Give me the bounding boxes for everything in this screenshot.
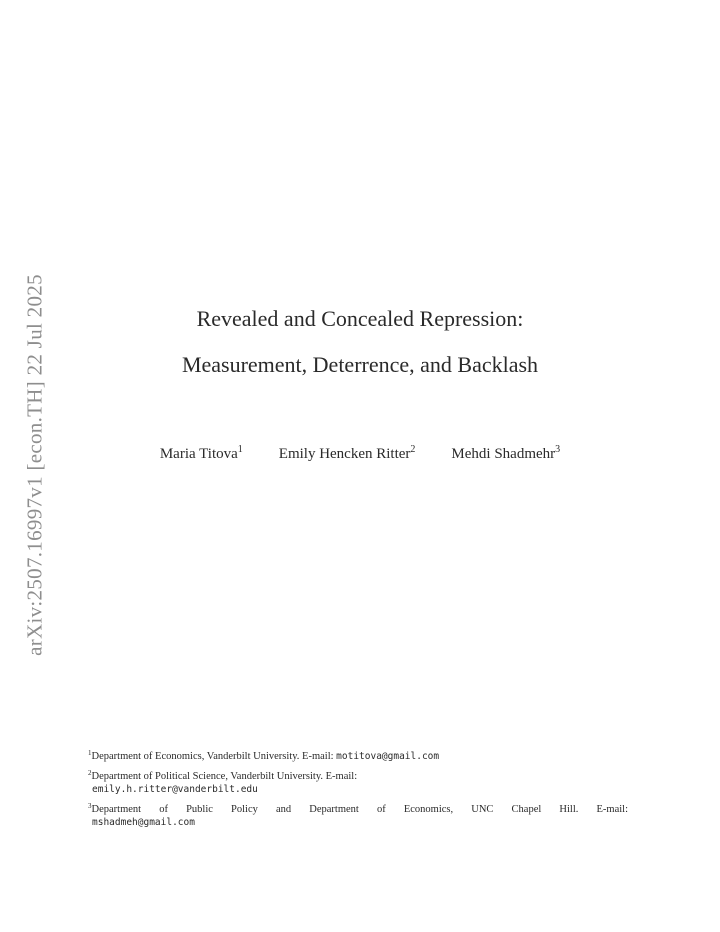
- footnote-text: Department of Political Science, Vanderbilt University. E-mail:: [91, 771, 358, 782]
- author-name: Maria Titova: [159, 446, 238, 462]
- author-list: [90, 446, 630, 463]
- footnote-text-line: [88, 803, 628, 816]
- author-2: [279, 446, 416, 463]
- footnote-1: [88, 750, 628, 763]
- author-affiliation-mark: 3: [555, 444, 561, 455]
- title-line-1: Revealed and Concealed Repression:: [196, 306, 524, 331]
- affiliation-footnotes: [88, 750, 628, 836]
- email-link[interactable]: motitova@gmail.com: [336, 751, 440, 762]
- footnote-mark: 1: [88, 749, 92, 757]
- footnote-2: [88, 770, 628, 796]
- author-name: Mehdi Shadmehr: [451, 446, 556, 462]
- author-1: [160, 446, 243, 463]
- author-name: Emily Hencken Ritter: [278, 446, 411, 462]
- author-affiliation-mark: 2: [410, 444, 416, 455]
- email-link[interactable]: mshadmeh@gmail.com: [92, 817, 195, 828]
- footnote-text: Department of Economics, Vanderbilt University. E-mail:: [91, 751, 337, 762]
- footnote-mark: 2: [88, 769, 92, 777]
- email-link[interactable]: emily.h.ritter@vanderbilt.edu: [92, 784, 258, 795]
- footnote-3: [88, 803, 628, 829]
- author-affiliation-mark: 1: [237, 444, 243, 455]
- arxiv-identifier: arXiv:2507.16997v1 [econ.TH] 22 Jul 2025: [22, 274, 47, 656]
- paper-title: [90, 308, 630, 376]
- title-line-2: Measurement, Deterrence, and Backlash: [181, 352, 539, 377]
- footnote-mark: 3: [88, 802, 92, 810]
- footnote-text: Department of Public Policy and Department of Economics, UNC Chapel Hill. E-mail:: [91, 804, 628, 815]
- author-3: [451, 446, 560, 463]
